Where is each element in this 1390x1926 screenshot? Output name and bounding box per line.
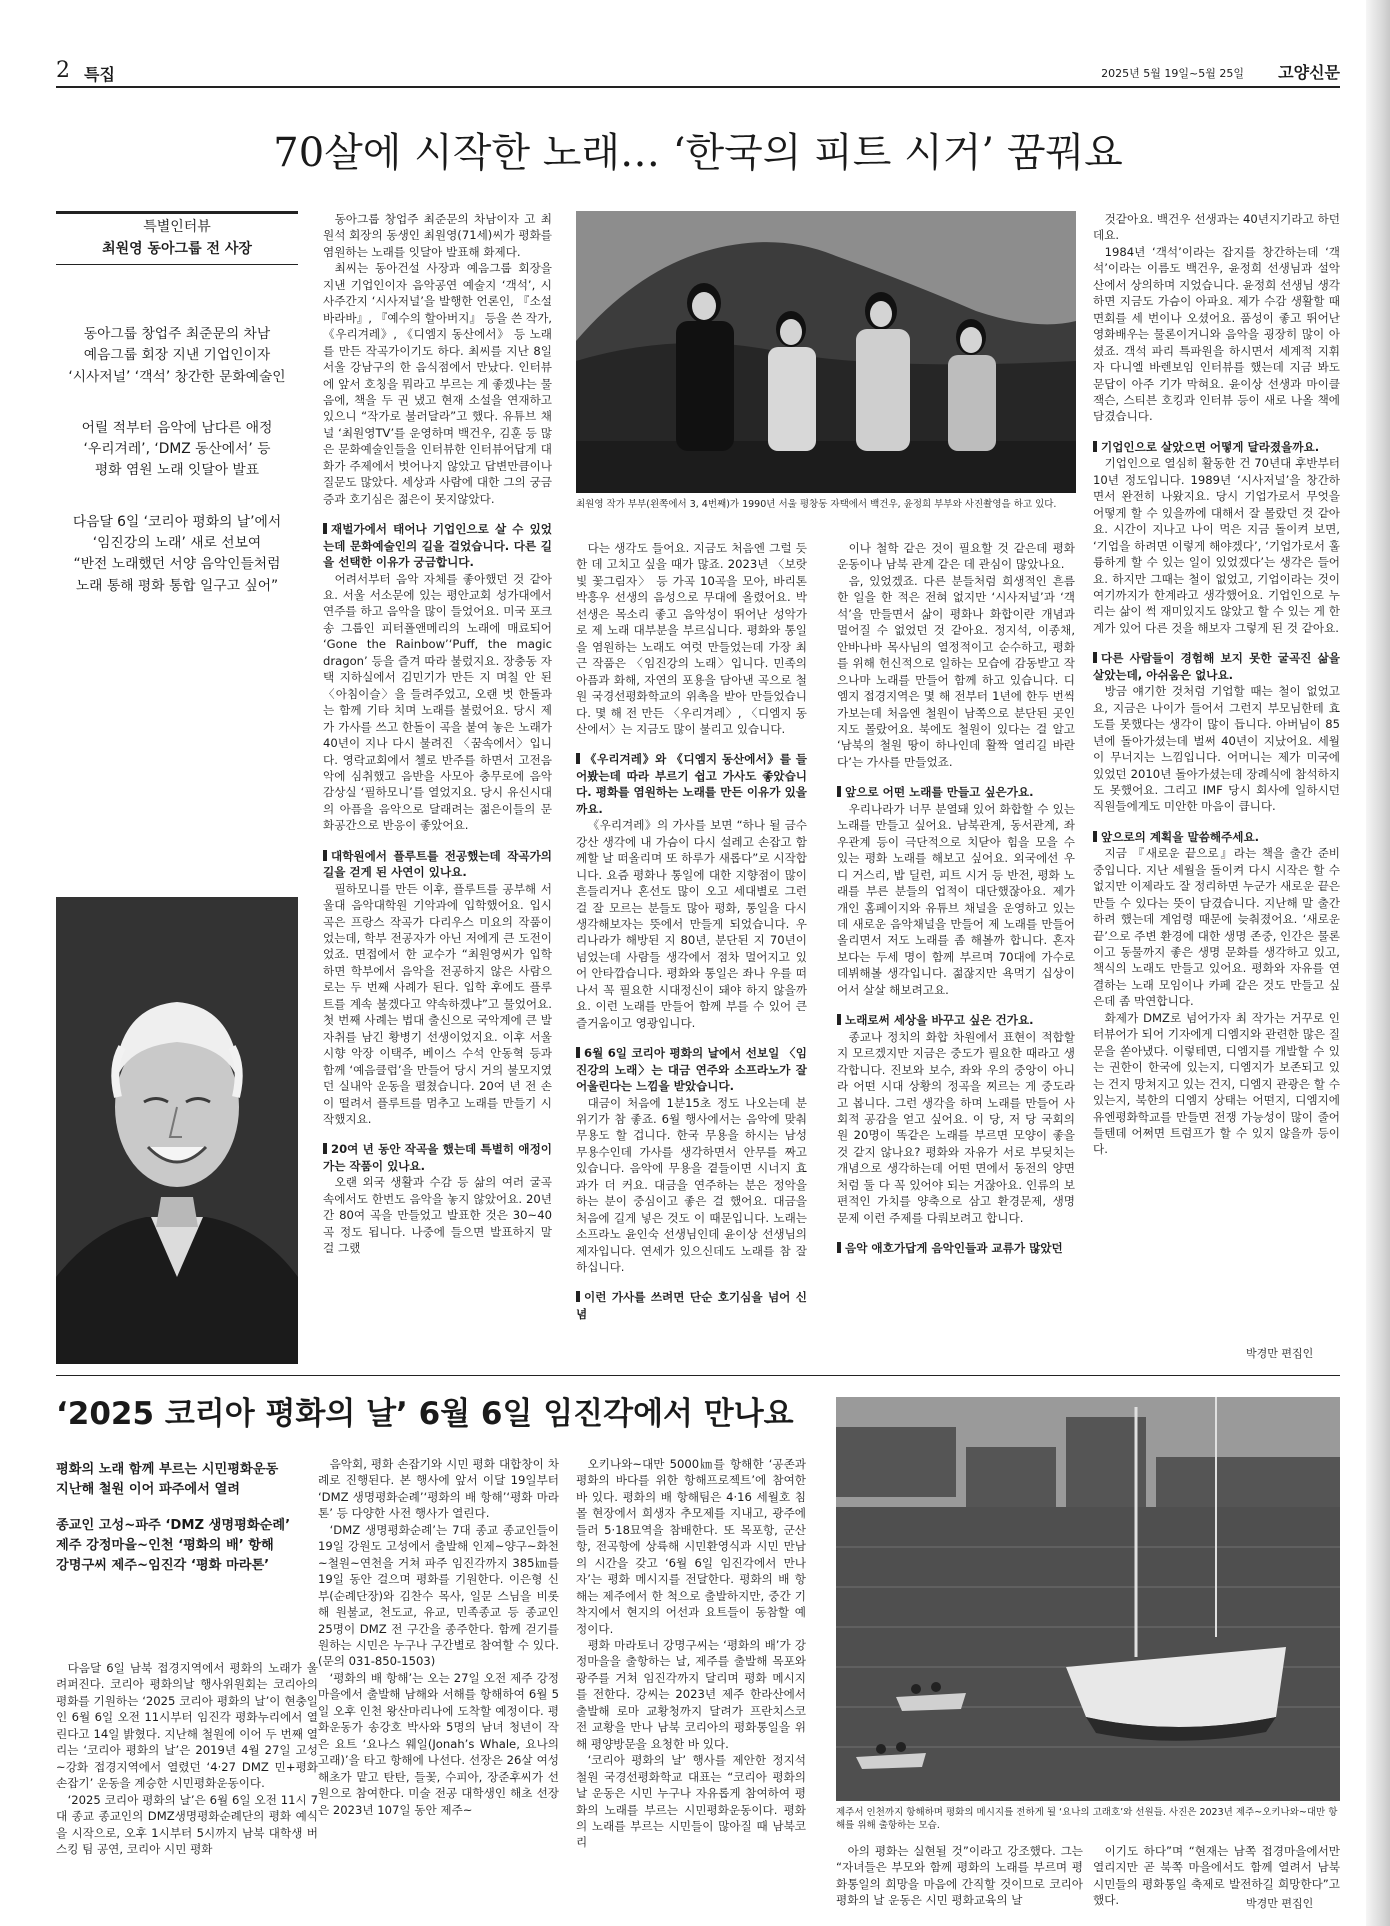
interview-column-2 xyxy=(576,540,807,1361)
section-label: 특집 xyxy=(84,65,115,84)
article-paragraph: 우리나라가 너무 분열돼 있어 화합할 수 있는 노래를 만들고 싶어요. 남북관계, 동서관계, 좌우관계 등이 극단적으로 치닫아 힘을 모을 수 있는 평화 노래를 해보고 싶어요. 외국에선 우디 거스리, 밥 딜런, 피트 시거 등 반전, 평화 노래를 부른 분들의 업적이 대단했잖아요. 제가 개인 홈페이지와 유튜브 채널을 운영하고 있는데 새로운 음악채널을 만들어 제 노래를 만들어 올리면서 저도 노래를 좀 해볼까 합니다. 혼자보다는 두세 명이 함께 부르며 70대에 가수로 데뷔해볼 생각입니다. 젊잖지만 욕먹기 십상이어서 살살 해보려고요. xyxy=(837,801,1075,997)
interview-question: 대학원에서 플루트를 전공했는데 작곡가의 길을 걷게 된 사연이 있나요. xyxy=(323,848,552,880)
article-paragraph: 다는 생각도 들어요. 지금도 처음엔 그럴 듯한 데 고치고 싶을 때가 많죠. 2023년 〈보랏빛 꽃그림자〉 등 가곡 10곡을 모아, 바리톤 박흥우 선생의 음성으로 무대에 올렸어요. 박 선생은 목소리 좋고 음악성이 뛰어난 성악가로 제 노래 대부분을 부르십니다. 평화와 통일을 염원하는 노래도 여럿 만들었는데 가장 최근 작품은 〈임진강의 노래〉입니다. 민족의 아픔과 화해, 자연의 포용을 담아낸 곡으로 철원 국경선평화학교의 위촉을 받아 만들었습니다. 몇 해 전 만든 〈우리겨레〉, 〈디엠지 동산에서〉는 지금도 많이 불리고 있습니다. xyxy=(576,541,807,736)
interview-question: 이런 가사를 쓰려면 단순 호기심을 넘어 신념 xyxy=(576,1290,807,1321)
interview-question: 6월 6일 코리아 평화의 날에서 선보일 〈임진강의 노래〉는 대금 연주와 소프라노가 잘 어울린다는 느낌을 받았습니다. xyxy=(576,1046,807,1094)
article-paragraph: ‘코리아 평화의 날’ 행사를 제안한 정지석 철원 국경선평화학교 대표는 “코리아 평화의 날 운동은 시민 누구나 자유롭게 참여하여 평화의 노래를 부르는 시민평화운동이다. 평화의 노래를 부르는 시민들이 많아질 때 남북코리 xyxy=(576,1753,806,1850)
article-paragraph: 이나 철학 같은 것이 필요할 것 같은데 평화운동이나 남북 관계 같은 데 관심이 많았나요. xyxy=(837,541,1075,572)
feature-column-3 xyxy=(576,1456,806,1892)
section-divider xyxy=(56,1375,1340,1376)
header-rule xyxy=(56,86,1340,88)
article-paragraph: 오랜 외국 생활과 수감 등 삶의 여러 굴곡 속에서도 한번도 음악을 놓지 않았어요. 20년간 80여 곡을 만들었고 발표한 것은 30~40곡 정도 됩니다. 나중에 들으면 발표하지 말 걸 그랬 xyxy=(323,1175,552,1256)
interview-byline: 박경만 편집인 xyxy=(1246,1347,1314,1360)
issue-date: 2025년 5월 19일~5월 25일 xyxy=(1101,67,1244,80)
article-paragraph: 어려서부터 음악 자체를 좋아했던 것 같아요. 서울 서소문에 있는 평안교회 성가대에서 연주를 하고 음악을 많이 들었어요. 미국 포크송 그룹인 피터폴앤메리의 노래에 매료되어 ‘Gone the Rainbow’‘Puff, the magic dragon’ 등을 즐겨 따라 불렀지요. 장충동 자택 지하실에서 김민기가 만든 지 며칠 안 된 〈아침이슬〉을 들려주었고, 오랜 벗 한돌과는 함께 기타 치며 노래를 불렀어요. 당시 제가 가사를 쓰고 한돌이 곡을 붙여 놓은 노래가 40년이 지나 다시 불려진 〈꿈속에서〉입니다. 영락교회에서 첼로 반주를 하면서 고전음악에 심취했고 음반을 사모아 충무로에 음악감상실 ‘필하모니’를 열었지요. 당시 유신시대의 아픔을 음악으로 달래려는 젊은이들의 문화공간으로 반응이 좋았어요. xyxy=(323,571,552,833)
subhead-block: 평화의 노래 함께 부르는 시민평화운동 지난해 철원 이어 파주에서 열려 xyxy=(56,1462,279,1497)
interview-column-4 xyxy=(1093,211,1340,1339)
feature-column-4 xyxy=(836,1843,1083,1908)
interview-question: 기업인으로 살았으면 어떻게 달라졌을까요. xyxy=(1093,439,1340,455)
interview-subject: 최원영 동아그룹 전 사장 xyxy=(102,241,252,257)
interview-question: 앞으로의 계획을 말씀해주세요. xyxy=(1093,829,1340,845)
interview-headline: 70살에 시작한 노래… ‘한국의 피트 시거’ 꿈꿔요 xyxy=(273,130,1123,176)
feature-headline: ‘2025 코리아 평화의 날’ 6월 6일 임진각에서 만나요 xyxy=(56,1396,794,1432)
interview-question: 재벌가에서 태어나 기업인으로 살 수 있었는데 문화예술인의 길을 걸었습니다. 다른 길을 선택한 이유가 궁금합니다. xyxy=(323,522,552,570)
article-paragraph: 《우리겨레》의 가사를 보면 “하나 될 금수강산 생각에 내 가슴이 다시 설레고 손잡고 함께할 날 떠올리며 또 하루가 새롭다”로 시작합니다. 요즘 평화나 통일에 대한 지향점이 많이 흔들리거나 혼선도 많이 오고 세대별로 그런 걸 잘 모르는 분들도 많아 평화, 통일을 다시 생각해보자는 뜻에서 만들게 되었습니다. 우리나라가 해방된 지 80년, 분단된 지 70년이 넘었는데 사람들 생각에서 점차 멀어지고 있어 안타깝습니다. 평화와 통일은 좌나 우를 떠나서 꼭 필요한 시대정신이 돼야 하지 않을까요. 이런 노래를 만들어 함께 부를 수 있어 큰 즐거움이고 영광입니다. xyxy=(576,818,807,1030)
portrait-photo xyxy=(56,897,298,1364)
interview-tag: 특별인터뷰 xyxy=(143,219,211,235)
article-paragraph: 다음달 6일 남북 접경지역에서 평화의 노래가 울려퍼진다. 코리아 평화의날 행사위원회는 코리아의 평화를 기원하는 ‘2025 코리아 평화의 날’이 현충일인 6월 6일 오전 11시부터 임진각 평화누리에서 열린다고 14일 밝혔다. 지난해 철원에 이어 두 번째 열리는 ‘코리아 평화의 날’은 2019년 4월 27일 고성~강화 접경지역에서 열렸던 ‘4·27 DMZ 민+평화손잡기’ 운동을 계승한 시민평화운동이다. xyxy=(56,1661,318,1791)
group-photo-caption: 최원영 작가 부부(왼쪽에서 3, 4번째)가 1990년 서울 평창동 자택에서 백건우, 윤정희 부부와 사진촬영을 하고 있다. xyxy=(576,499,1057,510)
feature-column-1 xyxy=(56,1660,318,1892)
article-paragraph: 기업인으로 열심히 활동한 건 70년대 후반부터 10년 정도입니다. 1989년 ‘시사저널’을 창간하면서 완전히 나왔지요. 당시 기업가로서 무엇을 어떻게 할 수 있을까에 대해서 잘 몰랐던 것 같아요. 시간이 지나고 나이 먹은 지금 돌이켜 보면, ‘기업을 하려면 이렇게 해야겠다’, ‘기업가로서 훌륭하게 할 수 있는 일이 있었겠다’는 생각은 들어요. 하지만 그때는 철이 없었고, 기업이라는 것이 여기까지가 한계라고 생각했어요. 기업인으로 누리는 삶이 썩 재미있지도 않았고 할 수 있는 게 한계가 있어 다른 것을 해보자 그렇게 된 것 같아요. xyxy=(1093,456,1340,635)
interview-column-3 xyxy=(837,540,1075,1361)
summary-block: 동아그룹 창업주 최준문의 차남 예음그룹 회장 지낸 기업인이자 ‘시사저널’ ‘객석’ 창간한 문화예술인 xyxy=(68,326,286,385)
article-paragraph: 화제가 DMZ로 넘어가자 최 작가는 거꾸로 인터뷰어가 되어 기자에게 디엠지와 관련한 많은 질문을 쏟아냈다. 이렇테면, 디엠지를 개발할 수 있는 권한이 한국에 있는지, 디엠지가 보존되고 있는 건지 망쳐지고 있는 건지, 디엠지 관광은 할 수 있는지, 북한의 디엠지 상태는 어떤지, 디엠지에 유엔평화학교를 만들면 전쟁 가능성이 많이 줄어들텐데 어쩌면 트럼프가 할 수 있지 않을까 등이다. xyxy=(1093,1010,1340,1157)
page-header xyxy=(56,58,1340,84)
article-paragraph: 종교나 정치의 화합 차원에서 표현이 적합할지 모르겠지만 지금은 중도가 필요한 때라고 생각합니다. 진보와 보수, 좌와 우의 중앙이 아니라 어떤 시대 상황의 정곡을 찌르는 게 중도라고 봅니다. 그런 생각을 하며 노래를 만들어 사회적 공감을 얻고 싶어요. 이 당, 저 당 국회의원 20명이 똑같은 노래를 부르면 모양이 좋을 것 같지 않나요? 평화와 자유가 서로 부딪치는 개념으로 생각하는데 어떤 면에서 동전의 양면처럼 둘 다 꼭 있어야 되는 거잖아요. 인류의 보편적인 가치를 양축으로 삼고 환경문제, 생명 문제 이런 주제를 다뤄보려고 합니다. xyxy=(837,1029,1075,1225)
interview-column-1 xyxy=(323,211,552,1361)
article-paragraph: 1984년 ‘객석’이라는 잡지를 창간하는데 ‘객석’이라는 이름도 백건우, 윤정희 선생님과 설악산에서 상의하며 지었습니다. 윤정희 선생님 생각하면 지금도 가슴이 아파요. 제가 수감 생활할 때 면회를 세 번이나 오셨어요. 품성이 좋고 뛰어난 영화배우는 물론이거니와 음악을 굉장히 많이 아셨죠. 객석 파리 특파원을 하시면서 세계적 지휘자 다니엘 바렌보임 인터뷰를 했는데 지금 봐도 문답이 아주 기가 막혀요. 윤이상 선생과 마이클 잭슨, 스티븐 호킹과 인터뷰 등이 새로 나올 책에 담겼습니다. xyxy=(1093,244,1340,424)
article-paragraph: 필하모니를 만든 이후, 플루트를 공부해 서울대 음악대학원 기악과에 입학했어요. 입시 곡은 프랑스 작곡가 다리우스 미요의 작품이었는데, 학부 전공자가 아닌 저에게 큰 도전이었죠. 면접에서 한 교수가 “최원영씨가 입학하면 학부에서 음악을 전공하지 않은 사람으로는 두 번째 사례가 된다. 입학 후에도 플루트를 계속 불겠다고 약속하겠냐”고 물었어요. 첫 번째 사례는 법대 출신으로 국악계에 큰 발자취를 남긴 황병기 선생이었지요. 이후 서울시향 악장 이택주, 베이스 수석 안동혁 등과 함께 ‘예음클럽’을 만들어 당시 거의 불모지였던 실내악 운동을 펼쳤습니다. 20여 년 전 손이 떨려서 플루트를 멈추고 노래를 만들기 시작했지요. xyxy=(323,881,552,1127)
article-paragraph: 최씨는 동아건설 사장과 예음그룹 회장을 지낸 기업인이자 음악공연 예술지 ‘객석’, 시사주간지 ‘시사저널’을 발행한 언론인, 『소설 바라바』, 『예수의 할아버지』 등을 쓴 작가, 《우리겨레》, 《디엠지 동산에서》 등 노래를 만든 작곡가이기도 하다. 최씨를 지난 8일 서울 강남구의 한 음식점에서 만났다. 인터뷰에 앞서 호칭을 뭐라고 부르는 게 좋겠냐는 물음에, 책을 두 권 냈고 현재 소설을 연재하고 있으니 “작가로 불러달라”고 했다. 유튜브 채널 ‘최원영TV’를 운영하며 백건우, 김훈 등 많은 문화예술인들을 인터뷰한 인터뷰어답게 대화가 주제에서 벗어나지 않았고 답변만큼이나 질문도 많았다. 세상과 사람에 대한 그의 궁금증과 호기심은 젊은이 못지않았다. xyxy=(323,261,552,506)
interview-question: 20여 년 동안 작곡을 했는데 특별히 애정이 가는 작품이 있나요. xyxy=(323,1142,552,1173)
sidebar-sub-rule xyxy=(56,264,298,265)
article-paragraph: 동아그룹 창업주 최준문의 차남이자 고 최원석 회장의 동생인 최원영(71세)씨가 평화를 염원하는 노래를 잇달아 발표해 화제다. xyxy=(323,212,552,259)
interview-question: 앞으로 어떤 노래를 만들고 싶은가요. xyxy=(837,784,1075,800)
article-paragraph: 음, 있었겠죠. 다른 분들처럼 희생적인 흔름한 일을 한 적은 전혀 없지만 ‘시사저널’과 ‘객석’을 만들면서 삶이 평화나 화합이란 개념과 멀어질 수 없었던 것 같아요. 정지석, 이종채, 안바나바 목사님의 열정적이고 순수하고, 평화를 위해 헌신적으로 일하는 모습에 감동받고 작으나마 노래를 만들어 함께 하고 있습니다. 디엠지 접경지역은 몇 해 전부터 1년에 한두 번씩 가보는데 처음엔 철원이 남쪽으로 분단된 곳인지도 몰랐어요. 북에도 철원이 있다는 걸 알고 ‘남북의 철원 땅이 하나인데 활짝 열리길 바란다’는 가사를 만들었죠. xyxy=(837,573,1075,769)
feature-column-2 xyxy=(318,1456,559,1892)
article-paragraph: ‘평화의 배 항해’는 오는 27일 오전 제주 강정마을에서 출발해 남해와 서해를 항해하여 6월 5일 오후 인천 왕산마리나에 도착할 예정이다. 평화운동가 송강호 박사와 5명의 남녀 청년이 작은 요트 ‘요나스 웨일(Jonah’s Whale, 요나의 고래)’을 타고 항해에 나선다. 선장은 26살 여성 해초가 맡고 탄탄, 들꽃, 수피아, 장준후씨가 선원으로 참여한다. 미술 전공 대학생인 해초 선장은 2023년 107일 동안 제주~ xyxy=(318,1670,559,1817)
interview-question: 노래로써 세상을 바꾸고 싶은 건가요. xyxy=(837,1012,1075,1028)
interview-summary xyxy=(56,324,298,597)
summary-block: 다음달 6일 ‘코리아 평화의 날’에서 ‘임진강의 노래’ 새로 선보여 “반전 노래했던 서양 음악인들처럼 노래 통해 평화 통합 일구고 싶어” xyxy=(72,513,282,594)
article-paragraph: 음악회, 평화 손잡기와 시민 평화 대합창이 차례로 진행된다. 본 행사에 앞서 이달 19일부터 ‘DMZ 생명평화순례’‘평화의 배 항해’‘평화 마라톤’ 등 다양한 사전 행사가 열린다. xyxy=(318,1457,559,1521)
article-paragraph: ‘2025 코리아 평화의 날’은 6월 6일 오전 11시 7대 종교 종교인의 DMZ생명평화순례단의 평화 예식을 시작으로, 오후 1시부터 5시까지 남북 대학생 버스킹 팀 공연, 코리아 시민 평화 xyxy=(56,1792,318,1856)
article-paragraph: 방금 얘기한 것처럼 기업할 때는 철이 없었고요, 지금은 나이가 들어서 그런지 부모님한테 효도를 못했다는 생각이 많이 듭니다. 아버님이 85년에 돌아가셨는데 벌써 40년이 지났어요. 세월이 무너지는 느낌입니다. 어머니는 제가 미국에 있었던 2010년 돌아가셨는데 장례식에 참석하지도 못했어요. 그리고 IMF 당시 회사에 일하시던 직원들에게도 미안한 마음이 큽니다. xyxy=(1093,684,1340,814)
article-paragraph: 평화 마라토너 강명구씨는 ‘평화의 배’가 강정마을을 출항하는 날, 제주를 출발해 목포와 광주를 거쳐 임진각까지 달리며 평화 메시지를 전한다. 강씨는 2023년 제주 한라산에서 출발해 로마 교황청까지 달려가 프란치스코 전 교황을 만나 남북 코리아의 평화통일을 위해 평양방문을 요청한 바 있다. xyxy=(576,1637,806,1751)
portrait-image xyxy=(56,897,298,1364)
article-paragraph: 오키나와~대만 5000㎞를 항해한 ‘공존과 평화의 바다를 위한 항해프로젝트’에 참여한 바 있다. 평화의 배 항해팀은 4·16 세월호 침몰 현장에서 희생자 추모제를 지내고, 광주에 들러 5·18묘역을 참배한다. 또 목포항, 군산항, 전곡항에 상륙해 시민환영식과 시민 만남의 시간을 갖고 ‘6월 6일 임진각에서 만나자’는 평화 메시지를 전달한다. 평화의 배 항해는 제주에서 한 척으로 출발하지만, 중간 기착지에서 현지의 어선과 요트들이 동참할 예정이다. xyxy=(576,1457,806,1636)
sailboat-photo-caption: 제주서 인천까지 항해하며 평화의 메시지를 전하게 될 ‘요나의 고래호’와 선원들. 사진은 2023년 제주~오키나와~대만 항해를 위해 출항하는 모습. xyxy=(836,1807,1338,1831)
article-paragraph: 대금이 처음에 1분15초 정도 나오는데 분위기가 참 좋죠. 6월 행사에서는 음악에 맞춰 무용도 할 겁니다. 한국 무용을 하시는 남성 무용수인데 가사를 생각하면서 안무를 짜고 있습니다. 음악에 무용을 곁들이면 시너지 효과가 더 커요. 대금을 연주하는 분은 정악을 하는 분이 중심이고 좋은 걸 했어요. 대금을 처음에 길게 넣은 것도 이 때문입니다. 노래는 소프라노 윤인숙 선생님인데 윤이상 선생님의 제자입니다. 연세가 있으신데도 노래를 참 잘하십니다. xyxy=(576,1095,807,1275)
interview-question: 음악 애호가답게 음악인들과 교류가 많았던 xyxy=(837,1240,1075,1256)
interview-question: 다른 사람들이 경험해 보지 못한 굴곡진 삶을 살았는데, 아쉬움은 없나요. xyxy=(1093,651,1340,682)
sidebar-top-rule xyxy=(56,211,298,214)
sailboat-photo xyxy=(836,1397,1340,1801)
article-paragraph: 이기도 하다”며 “현재는 남쪽 접경마을에서만 열리지만 곧 북쪽 마을에서도 함께 열려서 남북 시민들의 평화통일 축제로 발전하길 희망한다”고 했다. xyxy=(1093,1844,1340,1908)
sailboat-image xyxy=(836,1397,1340,1801)
article-paragraph: 지금 『새로운 끝으로』라는 책을 출간 준비 중입니다. 지난 세월을 돌이켜 다시 시작은 할 수 없지만 이제라도 잘 정리하면 누군가 새로운 끝은 만들 수 있다는 뜻이 담겼습니다. 지난해 말 출간하려 했는데 계엄령 때문에 늦춰졌어요. ‘새로운 끝’으로 주변 환경에 대한 생명 존중, 인간은 물론이고 동물까지 좋은 생명 문화를 생각하고 있고, 책식의 노래도 만들고 있어요. 평화와 자유를 연결하는 노래 모임이나 카페 같은 것도 만들고 싶은데 좀 막연합니다. xyxy=(1093,846,1340,1009)
group-photo-image xyxy=(576,211,1076,493)
interview-question: 《우리겨레》와 《디엠지 동산에서》를 들어봤는데 따라 부르기 쉽고 가사도 좋았습니다. 평화를 염원하는 노래를 만든 이유가 있을까요. xyxy=(576,752,807,816)
interview-group-photo xyxy=(576,211,1076,493)
article-paragraph: ‘DMZ 생명평화순례’는 7대 종교 종교인들이 19일 강원도 고성에서 출발해 인제~양구~화천~철원~연천을 거쳐 파주 임진각까지 385㎞를 19일 동안 걸으며 평화를 기원한다. 이은형 신부(순례단장)와 김찬수 목사, 일문 스님을 비롯해 원불교, 천도교, 유교, 민족종교 등 종교인 25명이 DMZ 전 구간을 종주한다. 함께 걷기를 원하는 시민은 누구나 구간별로 참여할 수 있다. (문의 031-850-1503) xyxy=(318,1522,559,1669)
article-paragraph: 아의 평화는 실현될 것”이라고 강조했다. 그는 “자녀들은 부모와 함께 평화의 노래를 부르며 평화통일의 희망을 마음에 간직할 것이므로 코리아 평화의 날 운동은 시민 평화교육의 날 xyxy=(836,1844,1083,1908)
page-number: 2 xyxy=(56,58,70,83)
subhead-block: 종교인 고성~파주 ‘DMZ 생명평화순례’ 제주 강정마을~인천 ‘평화의 배’ 항해 강명구씨 제주~임진각 ‘평화 마라톤’ xyxy=(56,1518,291,1573)
page-edge xyxy=(1366,0,1390,1926)
article-paragraph: 것같아요. 백건우 선생과는 40년지기라고 하던데요. xyxy=(1093,212,1340,243)
feature-subheads xyxy=(56,1460,318,1576)
paper-name: 고양신문 xyxy=(1278,63,1340,82)
summary-block: 어릴 적부터 음악에 남다른 애정 ‘우리겨레’, ‘DMZ 동산에서’ 등 평화 염원 노래 잇달아 발표 xyxy=(81,419,273,479)
feature-byline: 박경만 편집인 xyxy=(1246,1897,1314,1910)
